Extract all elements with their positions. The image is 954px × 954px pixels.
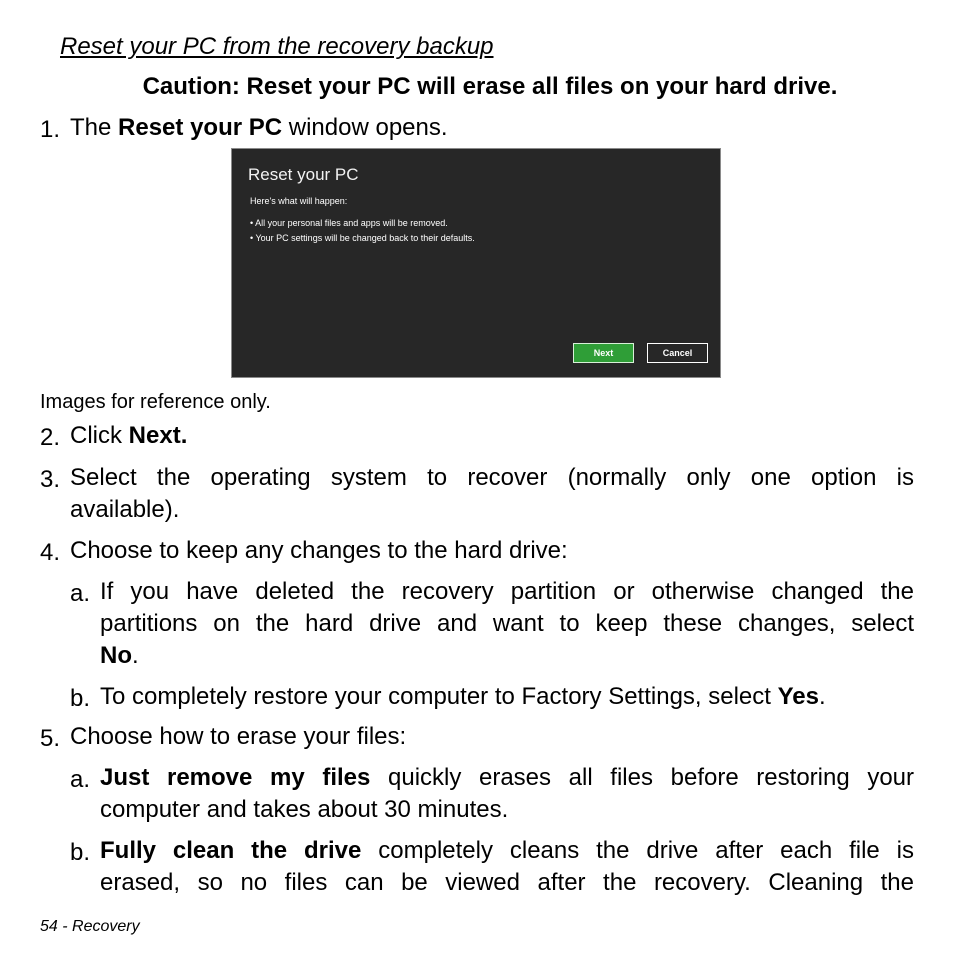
step-number: 2. [40, 424, 61, 451]
next-button[interactable]: Next [573, 343, 634, 363]
step-number: 4. [40, 539, 61, 566]
step-1-text: The Reset your PC window opens. [70, 114, 448, 141]
reset-pc-window-screenshot [231, 148, 721, 378]
step-5a-text: Just remove my files quickly erases all files before restoring your computer and takes about 30 minutes. [100, 764, 915, 823]
step-number: 1. [40, 116, 61, 143]
step-4a-text: If you have deleted the recovery partition or otherwise changed the partitions on the hard drive and want to keep these changes, select No. [100, 578, 914, 669]
window-title: Reset your PC [248, 165, 359, 184]
step-letter: b. [70, 839, 91, 866]
bold-term: Next. [128, 422, 188, 449]
step-number: 5. [40, 725, 61, 752]
step-3-text: Select the operating system to recover (normally only one option is available). [70, 464, 914, 523]
bold-term: Reset your PC [118, 114, 283, 141]
bold-term: Fully clean the drive [100, 837, 362, 864]
step-letter: b. [70, 685, 91, 712]
step-4b-text: To completely restore your computer to Factory Settings, select Yes. [100, 683, 826, 710]
window-subtitle: Here's what will happen: [250, 196, 348, 206]
step-letter: a. [70, 766, 91, 793]
step-2-text: Click Next. [70, 422, 188, 449]
step-5-text: Choose how to erase your files: [70, 723, 407, 750]
caution-text: Caution: Reset your PC will erase all files on your hard drive. [142, 73, 838, 100]
page-footer: 54 - Recovery [40, 918, 140, 935]
bold-term: Yes [777, 683, 820, 710]
step-5b-text: Fully clean the drive completely cleans the drive after each file is erased, so no files can be viewed after the recovery. Cleaning the [100, 837, 914, 896]
section-heading: Reset your PC from the recovery backup [60, 33, 494, 60]
list-item: • Your PC settings will be changed back to their defaults. [250, 233, 475, 243]
bold-term: Just remove my files [100, 764, 371, 791]
cancel-button[interactable]: Cancel [647, 343, 708, 363]
step-4-text: Choose to keep any changes to the hard drive: [70, 537, 568, 564]
bold-term: No [100, 642, 132, 669]
step-number: 3. [40, 466, 61, 493]
reference-note: Images for reference only. [40, 391, 271, 413]
list-item: • All your personal files and apps will be removed. [250, 218, 448, 228]
step-letter: a. [70, 580, 91, 607]
